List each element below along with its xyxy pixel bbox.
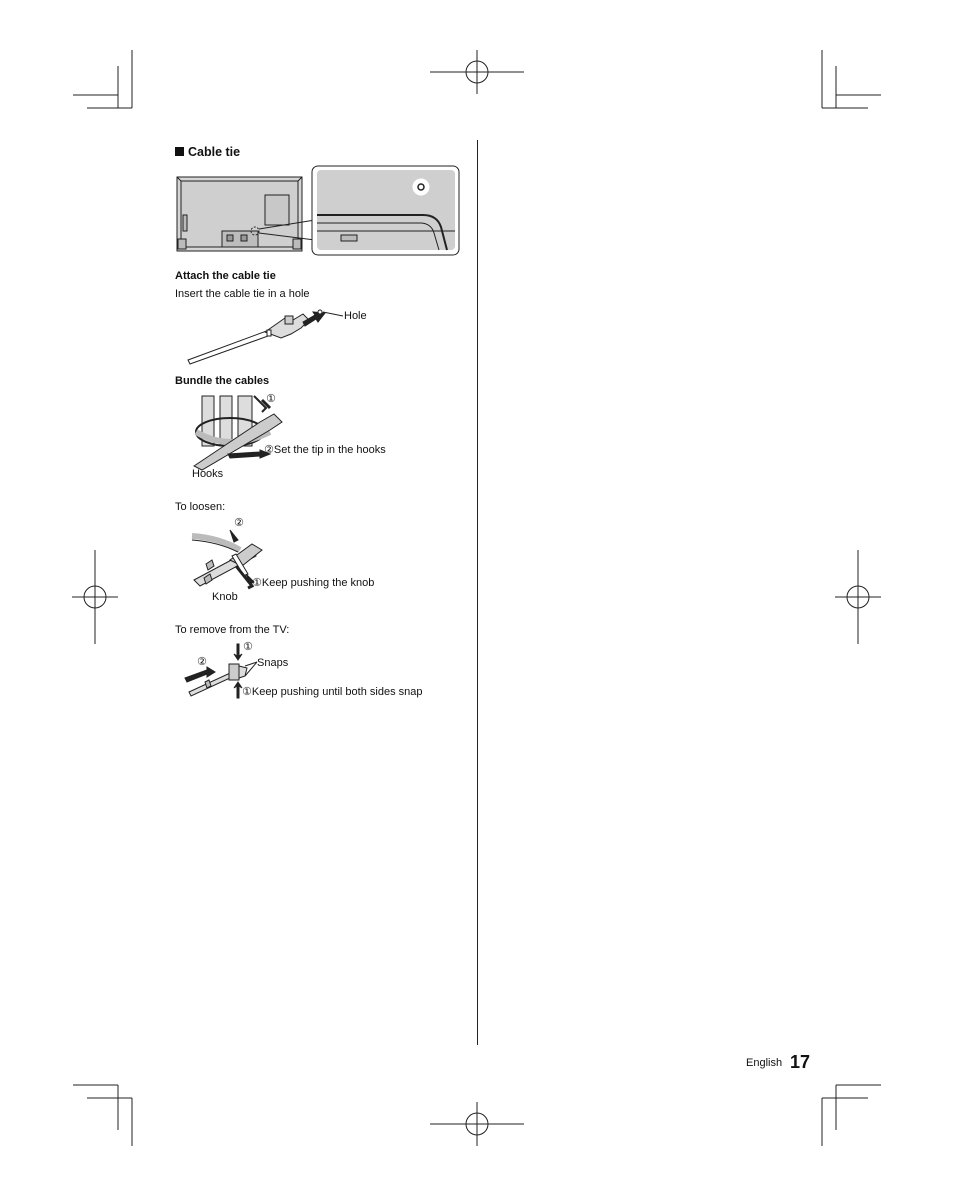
footer-language: English bbox=[746, 1057, 783, 1069]
loosen-step1-text: ①Keep pushing the knob bbox=[252, 577, 375, 589]
cable-tie-insert-illustration bbox=[185, 308, 355, 368]
knob-label: Knob bbox=[212, 591, 238, 603]
bundle-heading: Bundle the cables bbox=[175, 375, 270, 387]
loosen-step2-marker: ② bbox=[234, 517, 244, 529]
snaps-label: Snaps bbox=[257, 657, 289, 669]
section-title-text: Cable tie bbox=[188, 145, 241, 159]
remove-step1-bottom-text: ①Keep pushing until both sides snap bbox=[242, 686, 423, 698]
hooks-label: Hooks bbox=[192, 468, 224, 480]
loosen-heading: To loosen: bbox=[175, 501, 226, 513]
remove-heading: To remove from the TV: bbox=[175, 624, 290, 636]
remove-step2-marker: ② bbox=[197, 656, 207, 668]
remove-step1-top-marker: ① bbox=[243, 641, 253, 653]
column-divider bbox=[477, 140, 478, 1045]
bundle-step2-text: ②Set the tip in the hooks bbox=[264, 444, 386, 456]
attach-heading: Attach the cable tie bbox=[175, 270, 276, 282]
tv-back-illustration bbox=[175, 165, 465, 260]
hole-label: Hole bbox=[344, 310, 367, 322]
bundle-step1-marker: ① bbox=[266, 393, 276, 405]
section-title bbox=[175, 145, 240, 159]
page-number: 17 bbox=[790, 1052, 811, 1072]
square-bullet-icon bbox=[175, 147, 184, 156]
bundle-cables-illustration bbox=[190, 392, 300, 472]
attach-instruction: Insert the cable tie in a hole bbox=[175, 288, 310, 300]
